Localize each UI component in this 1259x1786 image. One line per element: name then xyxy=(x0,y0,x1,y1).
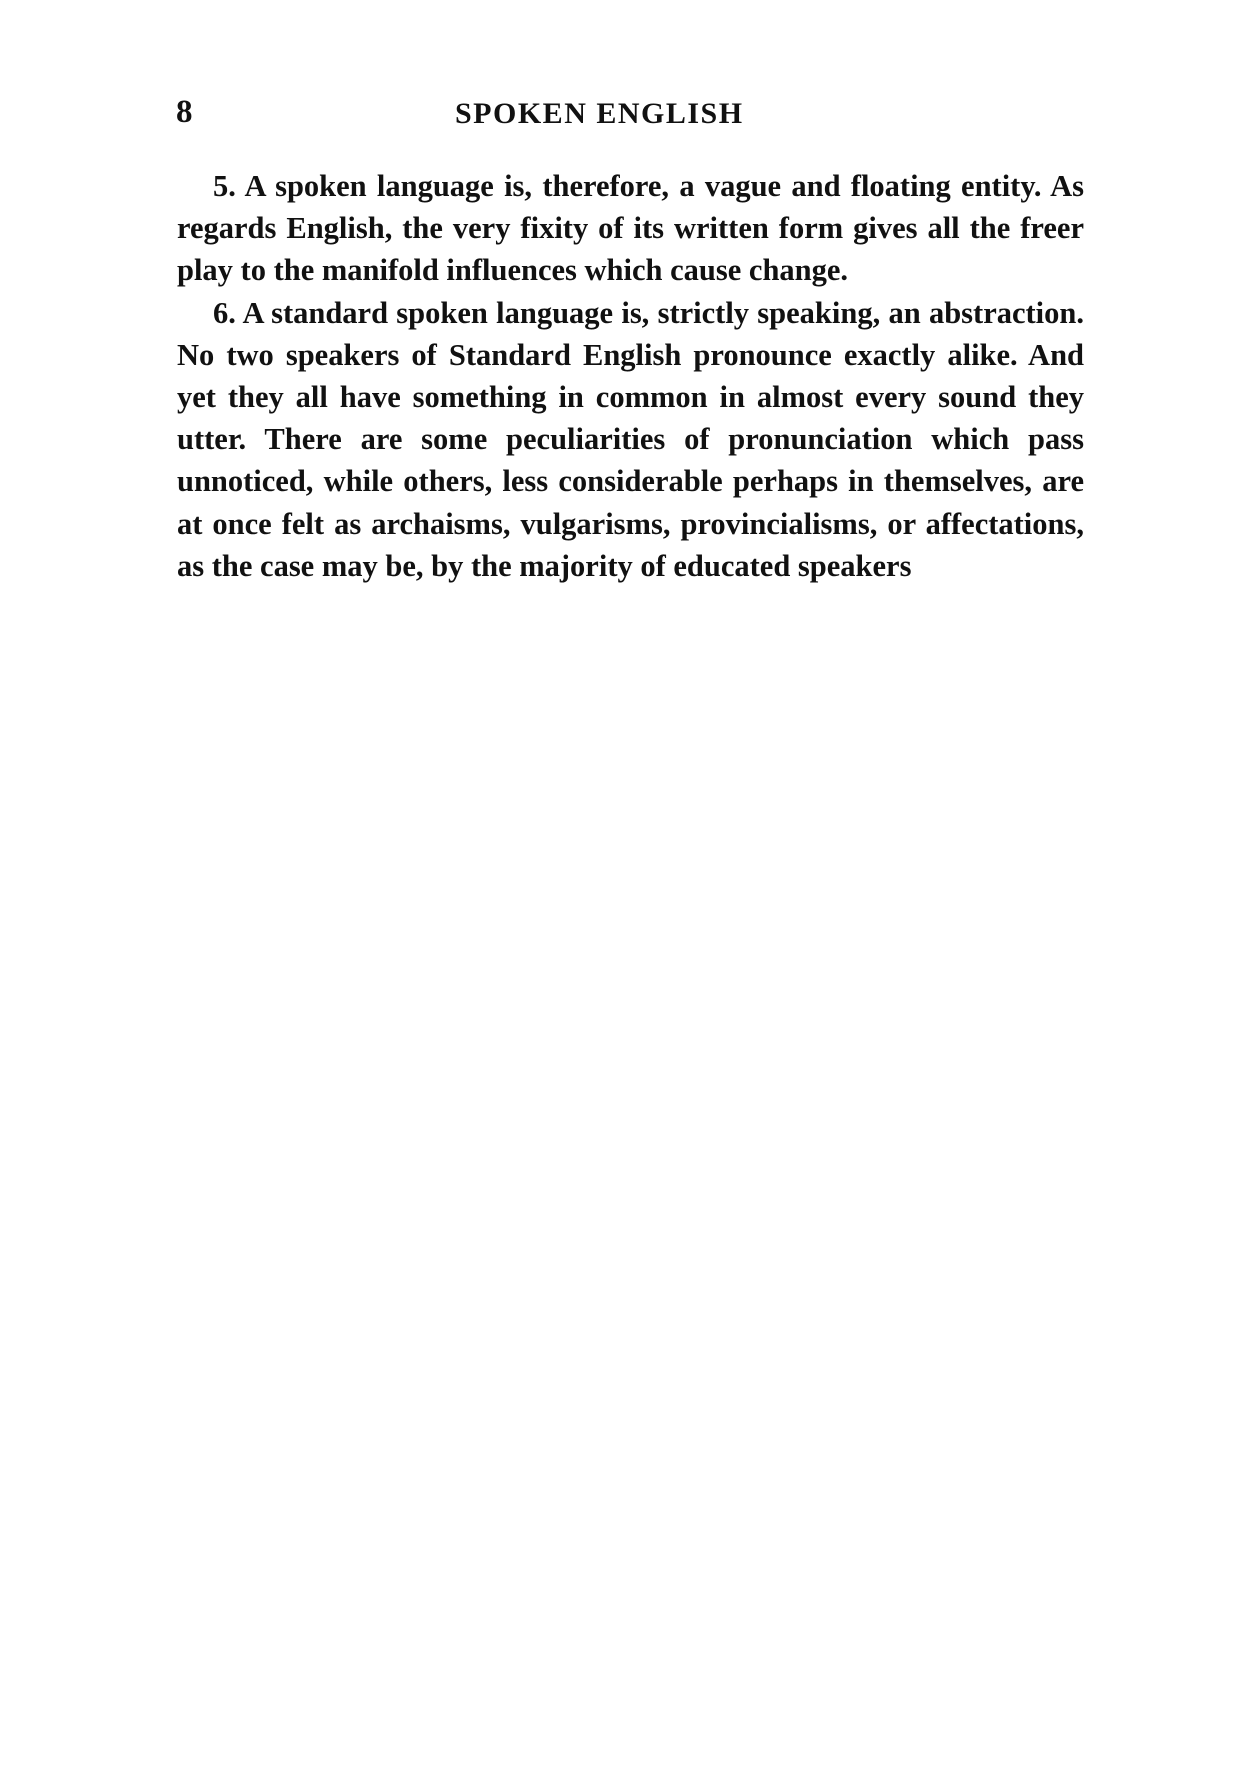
running-title: SPOKEN ENGLISH xyxy=(455,97,744,130)
paragraph-6: 6. A standard spoken language is, strictly speaking, an abstraction. No two speakers of Standard English pronounce exactly alike. And yet they all have something in common in almost every sound they utter. There are some peculiarities of pronunciation which pass unnoticed, while others, less considerable perhaps in themselves, are at once felt as archaisms, vulgarisms, provincialisms, or affectations, as the case may be, by the majority of educated speakers xyxy=(177,295,1084,583)
page-number: 8 xyxy=(176,94,193,130)
paragraph-5: 5. A spoken language is, therefore, a vague and floating entity. As regards English, the very fixity of its written form gives all the freer play to the manifold influences which cause change. xyxy=(177,169,1084,288)
body-text xyxy=(177,165,1084,587)
